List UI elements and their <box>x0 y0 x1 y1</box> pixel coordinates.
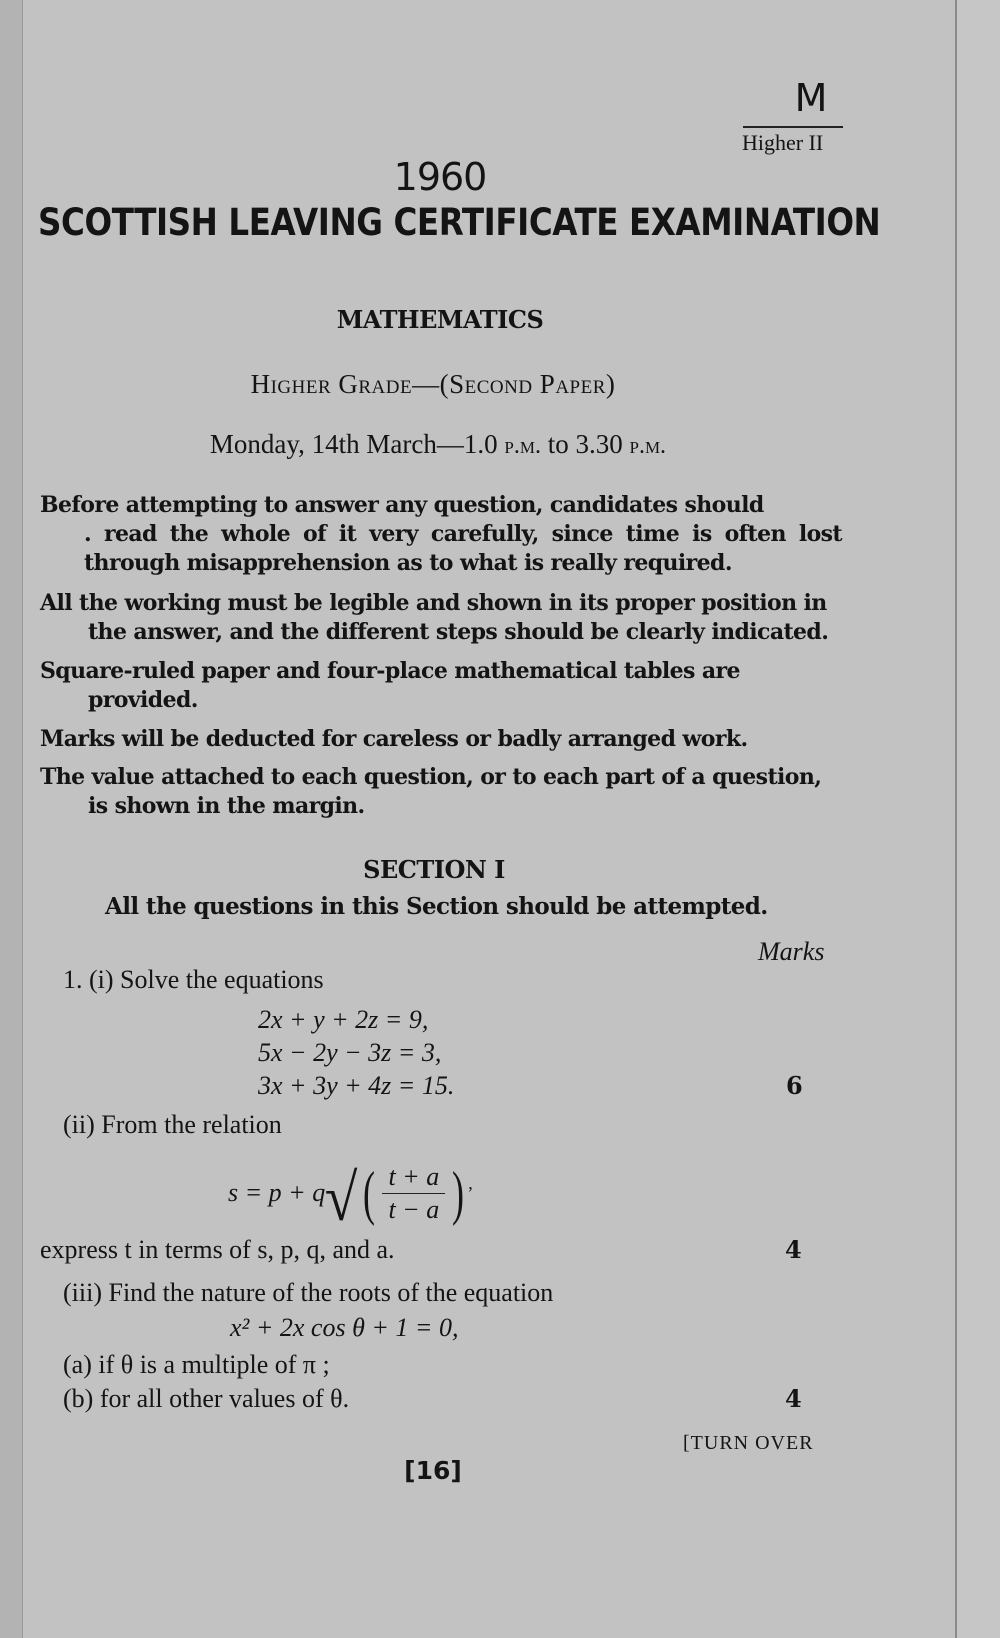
time-start-suffix: p.m. <box>504 433 541 459</box>
paper-level: Higher II <box>742 130 824 155</box>
quadratic-equation: x² + 2x cos θ + 1 = 0, <box>230 1313 459 1342</box>
subject-heading: MATHEMATICS <box>336 305 544 334</box>
marks-q1-ii: 4 <box>785 1235 802 1264</box>
instruction-4 <box>40 725 842 754</box>
fraction-denominator: t − a <box>388 1194 440 1224</box>
instruction-continuation: . read the whole of it very carefully, since time is often lost through misapprehension as to what is really required. <box>84 521 842 576</box>
date-text: Monday, 14th March—1.0 <box>209 429 505 459</box>
exam-title: SCOTTISH LEAVING CERTIFICATE EXAMINATION <box>38 201 881 244</box>
marks-column-label: Marks <box>758 937 825 966</box>
date-mid: to 3.30 <box>540 429 630 459</box>
exam-date <box>0 429 876 460</box>
section-subheading: All the questions in this Section should be attempted. <box>105 893 768 920</box>
section-heading: SECTION I <box>363 855 505 884</box>
marks-q1-i: 6 <box>786 1071 803 1100</box>
paper-code-rule <box>743 126 843 128</box>
right-paren-icon: ) <box>452 1160 465 1226</box>
left-paren-icon: ( <box>363 1160 376 1226</box>
q1-part-ii-label: (ii) From the relation <box>63 1110 282 1139</box>
q1-part-ii-instruction: express t in terms of s, p, q, and a. <box>40 1235 395 1264</box>
instruction-text: Before attempting to answer any question, candidates should <box>40 492 764 518</box>
instruction-text: All the working must be legible and shown in its proper position in <box>40 590 827 616</box>
q1-part-i-label: 1. (i) Solve the equations <box>63 965 324 994</box>
formula-comma: , <box>468 1172 473 1193</box>
q1-case-b: (b) for all other values of θ. <box>63 1384 350 1413</box>
instruction-5 <box>40 763 842 821</box>
fraction-numerator: t + a <box>382 1161 445 1194</box>
instruction-continuation: is shown in the margin. <box>88 793 365 819</box>
exam-year: 1960 <box>393 155 487 199</box>
binding-gutter <box>0 0 23 1638</box>
grade-heading: Higher Grade—(Second Paper) <box>250 369 616 399</box>
formula-lhs: s = p + q <box>228 1178 326 1207</box>
q1-part-iii-label: (iii) Find the nature of the roots of the equation <box>63 1278 554 1307</box>
instruction-3 <box>40 657 842 715</box>
time-end-suffix: p.m. <box>629 433 667 459</box>
turn-over-note: [TURN OVER <box>683 1432 814 1454</box>
relation-formula <box>228 1158 473 1235</box>
q1-case-a: (a) if θ is a multiple of π ; <box>63 1350 330 1379</box>
instruction-1 <box>40 491 842 578</box>
paper-code: M <box>794 76 828 120</box>
instruction-text: Square-ruled paper and four-place mathematical tables are <box>40 658 740 684</box>
scan-margin <box>957 0 1000 1638</box>
equation-2: 5x − 2y − 3z = 3, <box>258 1038 442 1067</box>
fraction <box>382 1161 445 1226</box>
page-number: [16] <box>404 1456 462 1485</box>
instruction-continuation: provided. <box>88 687 198 713</box>
equation-1: 2x + y + 2z = 9, <box>258 1005 429 1034</box>
instruction-2 <box>40 589 842 647</box>
equation-3: 3x + 3y + 4z = 15. <box>258 1071 455 1100</box>
square-root-icon: √ <box>325 1162 358 1235</box>
instruction-continuation: the answer, and the different steps should be clearly indicated. <box>88 619 829 645</box>
marks-q1-iii: 4 <box>785 1384 802 1413</box>
instruction-text: The value attached to each question, or to each part of a question, <box>40 764 822 790</box>
instruction-text: Marks will be deducted for careless or badly arranged work. <box>40 726 748 752</box>
